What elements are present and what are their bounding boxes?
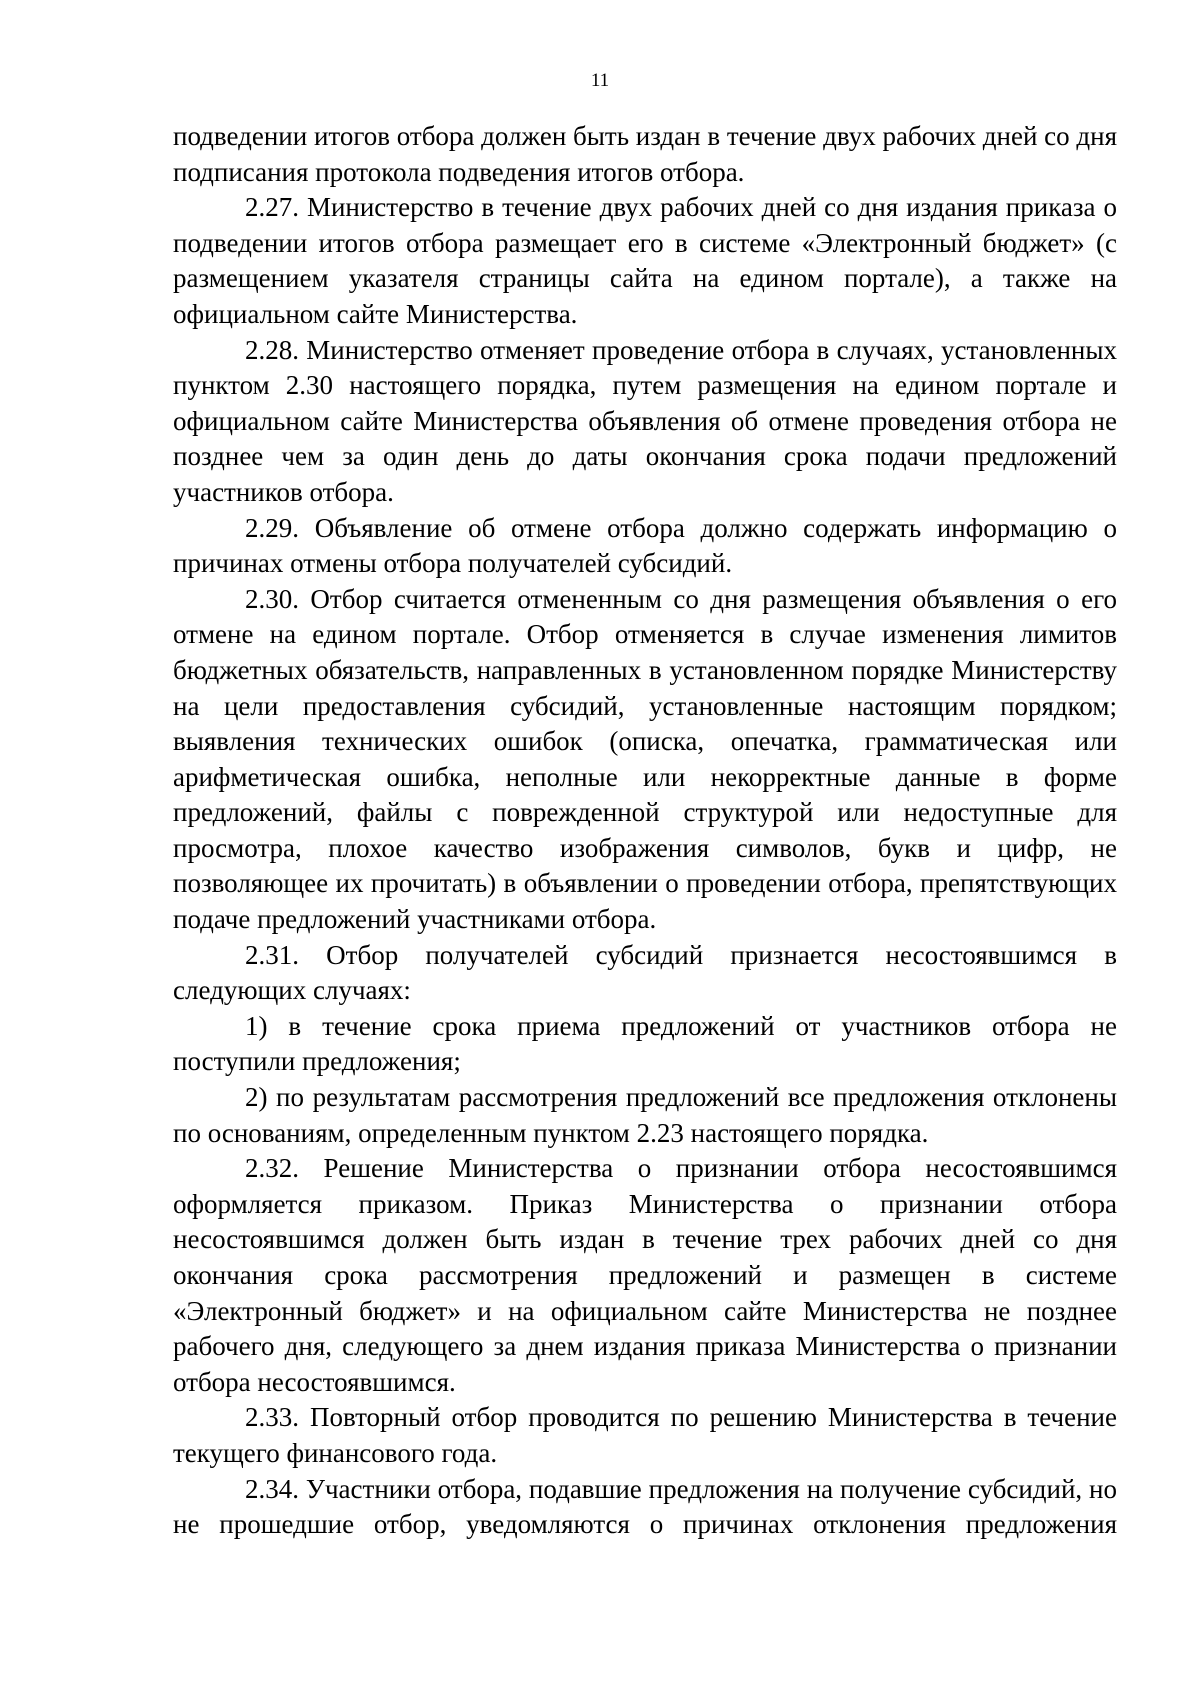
page-number: 11: [590, 70, 610, 91]
paragraph-2-31: 2.31. Отбор получателей субсидий признается несостоявшимся в следующих случаях:: [173, 939, 1117, 1006]
paragraph-2-32: 2.32. Решение Министерства о признании отбора несостоявшимся оформляется приказом. Приказ Министерства о признании отбора несостоявшимся должен быть издан в течение трех рабочих дней со дня окончания срока рассмотрения предложений и размещен в системе «Электронный бюджет» и на официальном сайте Министерства не позднее рабочего дня, следующего за днем издания приказа Министерства о признании отбора несостоявшимся.: [173, 1153, 1117, 1397]
list-item-2: 2) по результатам рассмотрения предложений все предложения отклонены по основаниям, определенным пунктом 2.23 настоящего порядка.: [173, 1082, 1117, 1148]
paragraph-2-30: 2.30. Отбор считается отмененным со дня размещения объявления о его отмене на едином портале. Отбор отменяется в случае изменения лимитов бюджетных обязательств, направленных в установленном порядке Министерству на цели предоставления субсидий, установленные настоящим порядком; выявления технических ошибок (описка, опечатка, грамматическая или арифметическая ошибка, неполные или некорректные данные в форме предложений, файлы с поврежденной структурой или недоступные для просмотра, плохое качество изображения символов, букв и цифр, не позволяющее их прочитать) в объявлении о проведении отбора, препятствующих подаче предложений участниками отбора.: [173, 583, 1117, 935]
paragraph-2-29: 2.29. Объявление об отмене отбора должно содержать информацию о причинах отмены отбора получателей субсидий.: [173, 512, 1117, 579]
list-item-1: 1) в течение срока приема предложений от участников отбора не поступили предложения;: [173, 1010, 1117, 1077]
paragraph-2-28: 2.28. Министерство отменяет проведение отбора в случаях, установленных пунктом 2.30 настоящего порядка, путем размещения на едином портале и официальном сайте Министерства объявления об отмене проведения отбора не позднее чем за один день до даты окончания срока подачи предложений участников отбора.: [173, 334, 1117, 507]
document-body: [173, 119, 1117, 1543]
paragraph-2-34: 2.34. Участники отбора, подавшие предложения на получение субсидий, но не прошедшие отбор, уведомляются о причинах отклонения предложения: [173, 1473, 1117, 1540]
paragraph-continuation: подведении итогов отбора должен быть издан в течение двух рабочих дней со дня подписания протокола подведения итогов отбора.: [173, 121, 1117, 187]
paragraph-2-33: 2.33. Повторный отбор проводится по решению Министерства в течение текущего финансового года.: [173, 1402, 1117, 1468]
paragraph-2-27: 2.27. Министерство в течение двух рабочих дней со дня издания приказа о подведении итогов отбора размещает его в системе «Электронный бюджет» (с размещением указателя страницы сайта на едином портале), а также на официальном сайте Министерства.: [173, 192, 1117, 329]
